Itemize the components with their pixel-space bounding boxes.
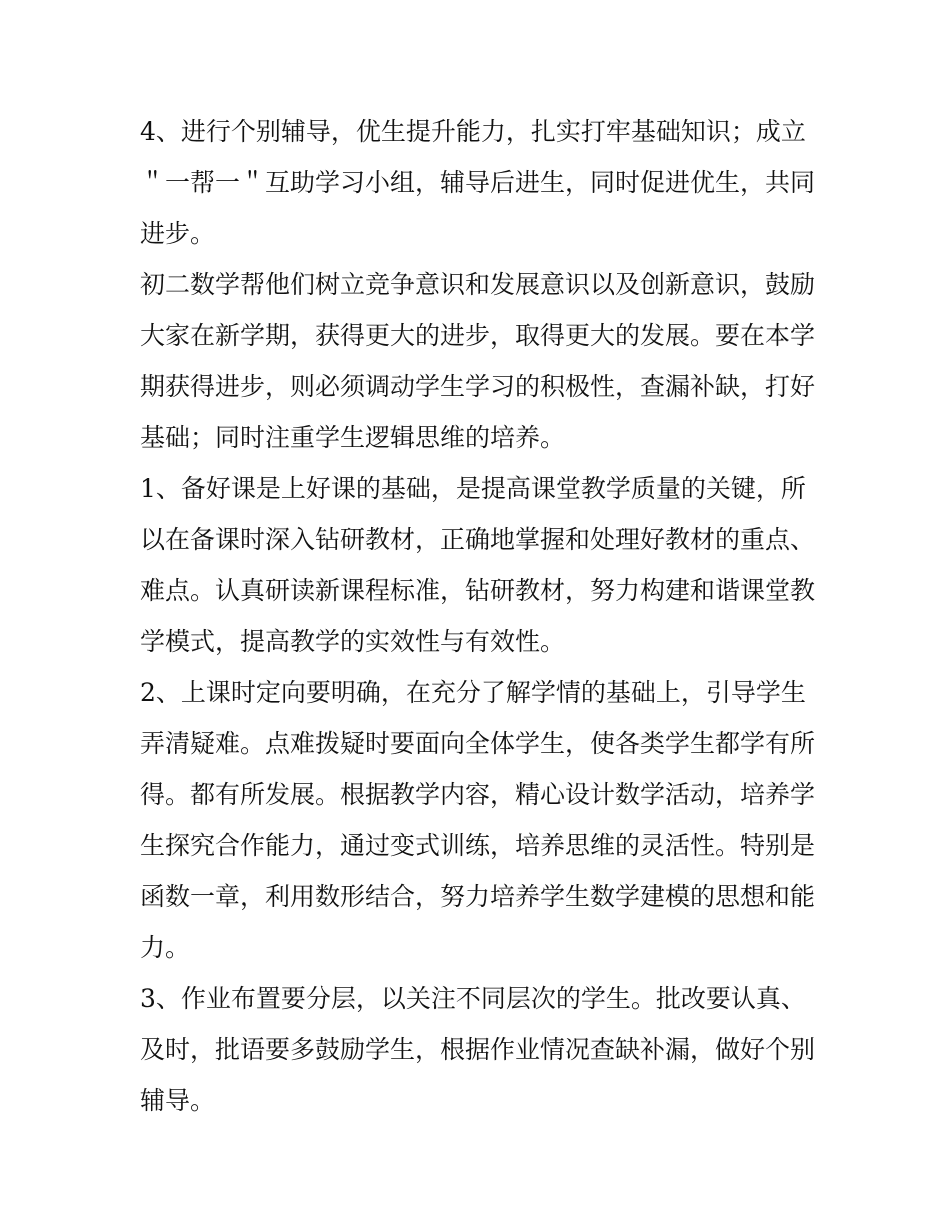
text-line: 生探究合作能力，通过变式训练，培养思维的灵活性。特别是 [140, 831, 816, 860]
text-line: 及时，批语要多鼓励学生，根据作业情况查缺补漏，做好个别 [140, 1035, 816, 1064]
text-line: 大家在新学期，获得更大的进步，取得更大的发展。要在本学 [140, 321, 816, 350]
text-line: 辅导。 [140, 1086, 216, 1115]
text-line: 基础；同时注重学生逻辑思维的培养。 [140, 423, 566, 452]
text-line: 弄清疑难。点难拨疑时要面向全体学生，使各类学生都学有所 [140, 729, 816, 758]
text-line: 3、作业布置要分层，以关注不同层次的学生。批改要认真、 [140, 984, 806, 1013]
paragraph-intro [140, 259, 816, 463]
paragraph-tutoring [140, 106, 816, 259]
text-line: 2、上课时定向要明确，在充分了解学情的基础上，引导学生 [140, 678, 806, 707]
text-line: 初二数学帮他们树立竞争意识和发展意识以及创新意识，鼓励 [140, 270, 816, 299]
text-line: 函数一章，利用数形结合，努力培养学生数学建模的思想和能 [140, 882, 816, 911]
text-line: 学模式，提高教学的实效性与有效性。 [140, 627, 566, 656]
text-line: 4、进行个别辅导，优生提升能力，扎实打牢基础知识；成立 [140, 117, 806, 146]
document-body [140, 106, 816, 1126]
text-line: ＂一帮一＂互助学习小组，辅导后进生，同时促进优生，共同 [140, 168, 816, 197]
paragraph-lesson-prep [140, 463, 816, 667]
text-line: 难点。认真研读新课程标准，钻研教材，努力构建和谐课堂教 [140, 576, 816, 605]
text-line: 得。都有所发展。根据教学内容，精心设计数学活动，培养学 [140, 780, 816, 809]
text-line: 期获得进步，则必须调动学生学习的积极性，查漏补缺，打好 [140, 372, 816, 401]
text-line: 以在备课时深入钻研教材，正确地掌握和处理好教材的重点、 [140, 525, 816, 554]
paragraph-classroom [140, 667, 816, 973]
paragraph-homework [140, 973, 816, 1126]
text-line: 力。 [140, 933, 191, 962]
text-line: 进步。 [140, 219, 216, 248]
text-line: 1、备好课是上好课的基础，是提高课堂教学质量的关键，所 [140, 474, 806, 503]
